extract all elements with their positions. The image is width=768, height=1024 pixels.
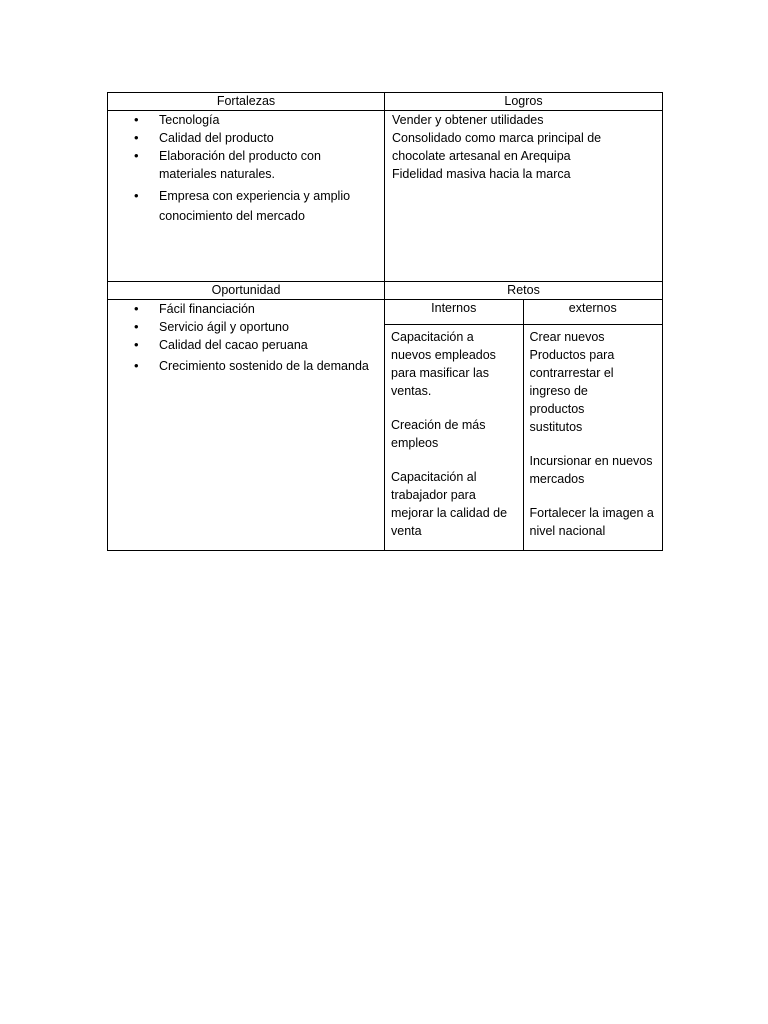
fortalezas-item: • Empresa con experiencia y amplio conocimiento del mercado — [126, 186, 354, 226]
logros-line: Fidelidad masiva hacia la marca — [392, 167, 571, 181]
reto-externo: Incursionar en nuevos mercados — [529, 454, 653, 486]
reto-externo: Fortalecer la imagen a nivel nacional — [529, 506, 654, 538]
retos-internos-cell — [385, 325, 523, 551]
retos-cell — [385, 300, 663, 551]
retos-externos-cell — [523, 325, 662, 551]
retos-header: Retos — [385, 282, 663, 300]
logros-line: Vender y obtener utilidades — [392, 113, 544, 127]
fortalezas-item: • Elaboración del producto con materiales naturales. — [126, 147, 324, 183]
retos-internos-header: Internos — [385, 300, 523, 325]
fortalezas-item: • Tecnología — [126, 111, 384, 129]
logros-line: Consolidado como marca principal de chocolate artesanal en Arequipa — [392, 131, 602, 163]
oportunidad-list — [108, 300, 384, 375]
fortalezas-header: Fortalezas — [108, 93, 385, 111]
oportunidad-item: • Servicio ágil y oportuno — [126, 318, 384, 336]
oportunidad-item: • Crecimiento sostenido de la demanda — [126, 357, 384, 375]
reto-interno: Capacitación al trabajador para mejorar la calidad de venta — [391, 470, 508, 538]
oportunidad-header: Oportunidad — [108, 282, 385, 300]
reto-externo: Crear nuevos Productos para contrarrestar el ingreso de productos sustitutos — [529, 330, 615, 434]
oportunidad-item: • Calidad del cacao peruana — [126, 336, 384, 354]
oportunidad-item: • Fácil financiación — [126, 300, 384, 318]
fortalezas-list — [108, 111, 384, 226]
retos-externos-header: externos — [523, 300, 662, 325]
fortalezas-cell — [108, 111, 385, 282]
reto-interno: Creación de más empleos — [391, 418, 486, 450]
logros-header: Logros — [385, 93, 663, 111]
oportunidad-cell — [108, 300, 385, 551]
fortalezas-item: • Calidad del producto — [126, 129, 384, 147]
logros-cell — [385, 111, 663, 282]
swot-table — [107, 92, 663, 551]
retos-subtable — [385, 300, 662, 550]
logros-text — [385, 111, 662, 183]
reto-interno: Capacitación a nuevos empleados para masificar las ventas. — [391, 330, 496, 398]
